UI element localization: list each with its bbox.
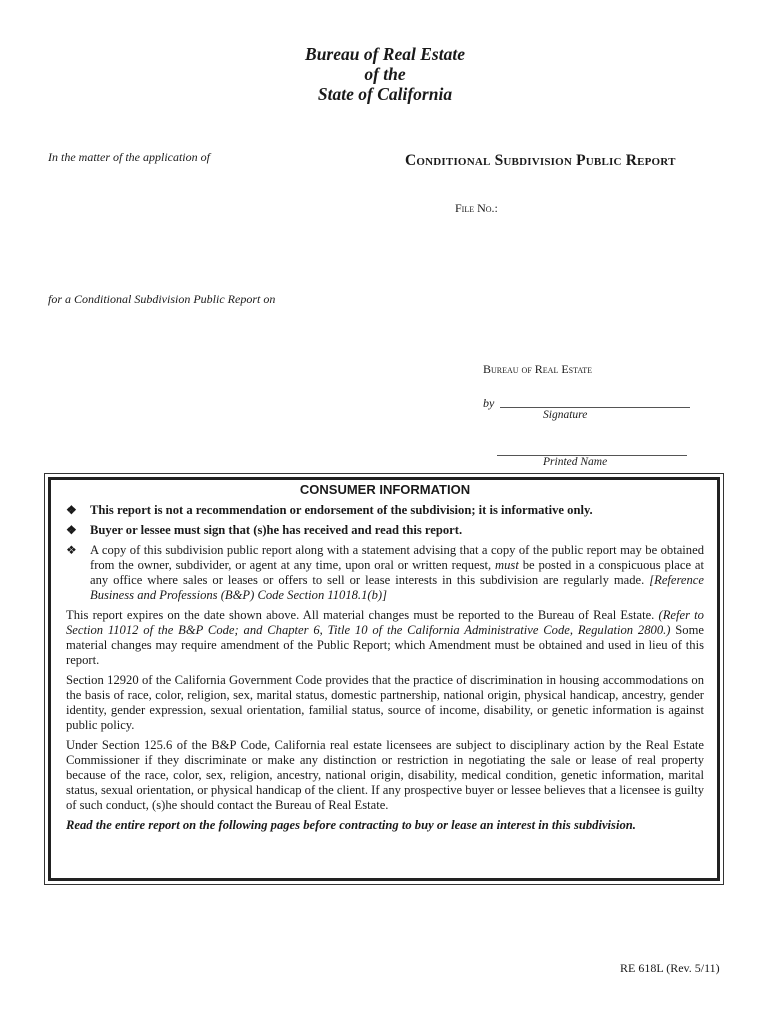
bullet-item-3 bbox=[66, 543, 704, 603]
signature-caption: Signature bbox=[543, 409, 588, 421]
expiry-text-a: This report expires on the date shown above. All material changes must be reported to the Bureau of Real Estate. bbox=[66, 608, 659, 622]
four-diamond-bullet-icon: ❖ bbox=[66, 543, 77, 557]
header-line-3: State of California bbox=[317, 84, 453, 104]
bullet-item-1 bbox=[66, 503, 704, 518]
by-label: by bbox=[483, 396, 495, 410]
consumer-info-heading: CONSUMER INFORMATION bbox=[299, 482, 471, 497]
form-code: RE 618L (Rev. 5/11) bbox=[620, 961, 720, 975]
bullet-text-3-reference: [Reference Business and Professions (B&P) Code Section 11018.1(b)] bbox=[90, 573, 704, 602]
bullet-text-1: This report is not a recommendation or endorsement of the subdivision; it is informative only. bbox=[90, 503, 593, 517]
licensee-paragraph: Under Section 125.6 of the B&P Code, California real estate licensees are subject to disciplinary action by the Real Estate Commissioner if they discriminate or make any distinction or restriction in negotiating the sale or lease of real property because of the race, color, sex, religion, ancestry, national origin, disability, medical condition, genetic information, marital status, sexual orientation, or physical handicap of the client. If any prospective buyer or lessee believes that a licensee is guilty of such conduct, (s)he should contact the Bureau of Real Estate. bbox=[66, 738, 704, 812]
bullet-item-2 bbox=[66, 523, 704, 538]
closing-notice: Read the entire report on the following pages before contracting to buy or lease an interest in this subdivision. bbox=[66, 818, 636, 832]
header-line-1: Bureau of Real Estate bbox=[305, 44, 465, 64]
file-no-label: File No.: bbox=[455, 201, 498, 215]
signature-bureau-label: Bureau of Real Estate bbox=[483, 362, 593, 376]
report-title: Conditional Subdivision Public Report bbox=[405, 152, 676, 169]
expiry-text-b: Some material changes may require amendment of the Public Report; which Amendment must be obtained and used in lieu of this report. bbox=[66, 623, 704, 667]
for-report-label: for a Conditional Subdivision Public Report on bbox=[48, 292, 276, 306]
printed-name-caption: Printed Name bbox=[543, 456, 608, 468]
signature-line[interactable] bbox=[500, 407, 690, 408]
header-line-2: of the bbox=[364, 64, 406, 84]
expiry-paragraph bbox=[66, 608, 704, 668]
bureau-header bbox=[0, 44, 770, 104]
bullet-text-3-must: must bbox=[495, 558, 519, 572]
bullet-text-3a: A copy of this subdivision public report along with a statement advising that a copy of the public report may be obtained from the owner, subdivider, or agent at any time, upon oral or written request, bbox=[90, 543, 704, 572]
consumer-info-content bbox=[66, 482, 704, 838]
bullet-text-2: Buyer or lessee must sign that (s)he has received and read this report. bbox=[90, 523, 463, 537]
four-diamond-bullet-icon: ❖ bbox=[66, 523, 77, 537]
matter-label: In the matter of the application of bbox=[48, 150, 210, 164]
discrimination-paragraph: Section 12920 of the California Government Code provides that the practice of discrimination in housing accommodations on the basis of race, color, religion, sex, marital status, domestic partnership, national origin, physical handicap, ancestry, gender identity, gender expression, sexual orientation, familial status, source of income, disability, or genetic information is against public policy. bbox=[66, 673, 704, 732]
expiry-reference: (Refer to Section 11012 of the B&P Code; and Chapter 6, Title 10 of the California Administrative Code, Regulation 2800.) bbox=[66, 608, 704, 637]
four-diamond-bullet-icon: ❖ bbox=[66, 503, 77, 517]
bullet-text-3b: be posted in a conspicuous place at any office where sales or leases or offers to sell or lease interests in this subdivision are regularly made. bbox=[90, 558, 705, 587]
